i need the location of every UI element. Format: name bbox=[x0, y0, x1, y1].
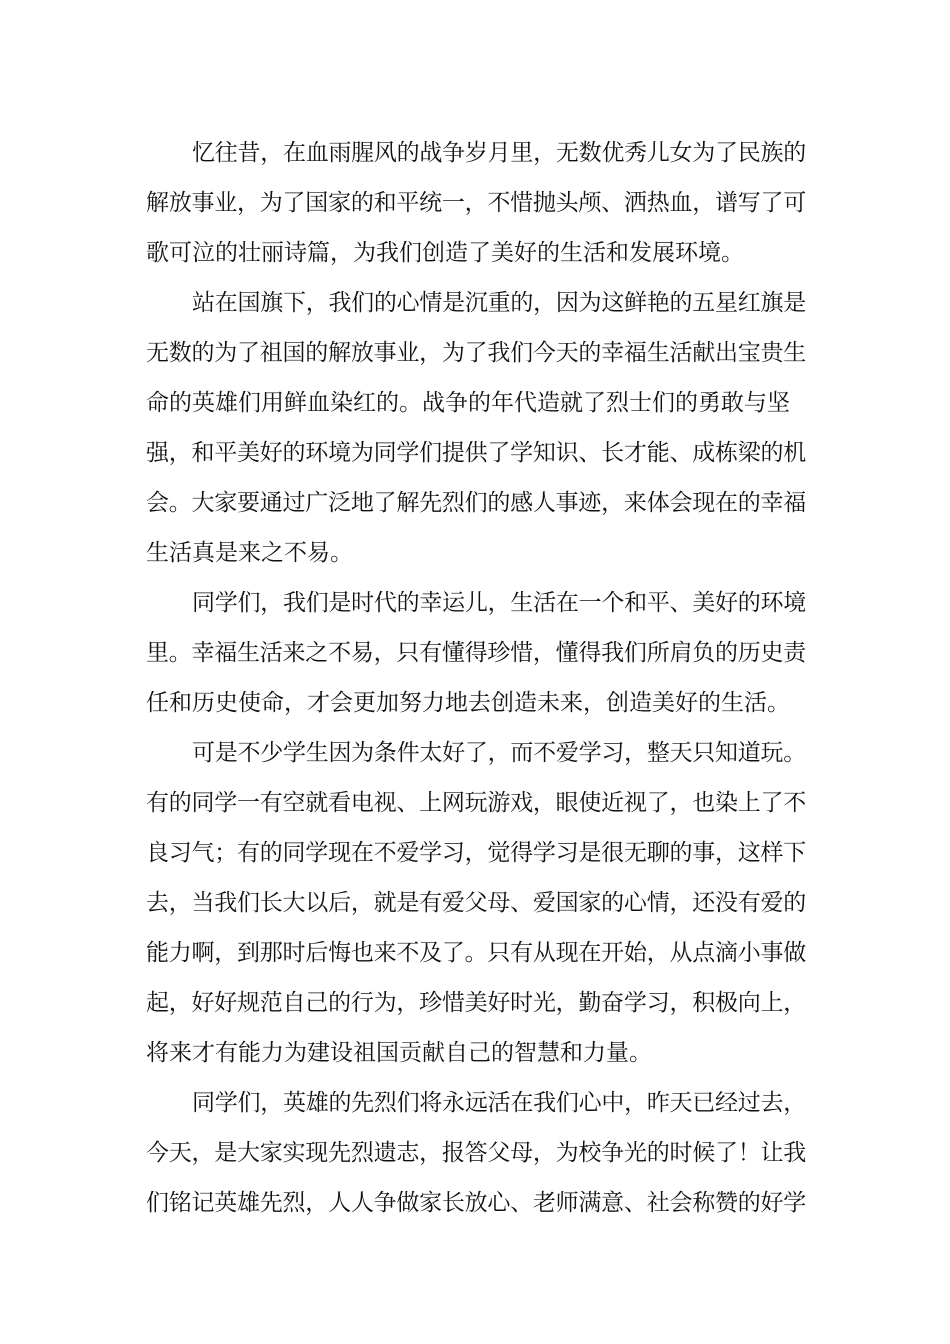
text-line: 里。幸福生活来之不易，只有懂得珍惜，懂得我们所肩负的历史责 bbox=[146, 640, 806, 666]
text-line: 生活真是来之不易。 bbox=[146, 540, 353, 566]
paragraph-2 bbox=[146, 278, 806, 578]
paragraph-1 bbox=[146, 128, 806, 278]
text-line: 解放事业，为了国家的和平统一，不惜抛头颅、洒热血，谱写了可 bbox=[146, 190, 806, 216]
paragraph-4 bbox=[146, 728, 806, 1078]
text-line: 可是不少学生因为条件太好了，而不爱学习，整天只知道玩。 bbox=[192, 740, 807, 766]
text-line: 站在国旗下，我们的心情是沉重的，因为这鲜艳的五星红旗是 bbox=[192, 290, 807, 316]
text-line: 去，当我们长大以后，就是有爱父母、爱国家的心情，还没有爱的 bbox=[146, 890, 806, 916]
text-line: 能力啊，到那时后悔也来不及了。只有从现在开始，从点滴小事做 bbox=[146, 940, 806, 966]
text-line: 强，和平美好的环境为同学们提供了学知识、长才能、成栋梁的机 bbox=[146, 440, 806, 466]
text-line: 会。大家要通过广泛地了解先烈们的感人事迹，来体会现在的幸福 bbox=[146, 490, 806, 516]
text-line: 良习气；有的同学现在不爱学习，觉得学习是很无聊的事，这样下 bbox=[146, 840, 806, 866]
text-line: 忆往昔，在血雨腥风的战争岁月里，无数优秀儿女为了民族的 bbox=[192, 140, 807, 166]
text-line: 命的英雄们用鲜血染红的。战争的年代造就了烈士们的勇敢与坚 bbox=[146, 390, 790, 416]
text-line: 无数的为了祖国的解放事业，为了我们今天的幸福生活献出宝贵生 bbox=[146, 340, 806, 366]
text-line: 起，好好规范自己的行为，珍惜美好时光，勤奋学习，积极向上， bbox=[146, 990, 806, 1016]
text-line: 同学们，我们是时代的幸运儿，生活在一个和平、美好的环境 bbox=[192, 590, 807, 616]
text-line: 们铭记英雄先烈，人人争做家长放心、老师满意、社会称赞的好学 bbox=[146, 1190, 806, 1216]
text-line: 歌可泣的壮丽诗篇，为我们创造了美好的生活和发展环境。 bbox=[146, 240, 744, 266]
paragraph-5 bbox=[146, 1078, 806, 1228]
text-line: 同学们，英雄的先烈们将永远活在我们心中，昨天已经过去， bbox=[192, 1090, 807, 1116]
document-body bbox=[146, 128, 806, 1228]
text-line: 将来才有能力为建设祖国贡献自己的智慧和力量。 bbox=[146, 1040, 652, 1066]
text-line: 有的同学一有空就看电视、上网玩游戏，眼使近视了，也染上了不 bbox=[146, 790, 806, 816]
text-line: 任和历史使命，才会更加努力地去创造未来，创造美好的生活。 bbox=[146, 690, 790, 716]
text-line: 今天，是大家实现先烈遗志，报答父母，为校争光的时候了！让我 bbox=[146, 1140, 806, 1166]
paragraph-3 bbox=[146, 578, 806, 728]
